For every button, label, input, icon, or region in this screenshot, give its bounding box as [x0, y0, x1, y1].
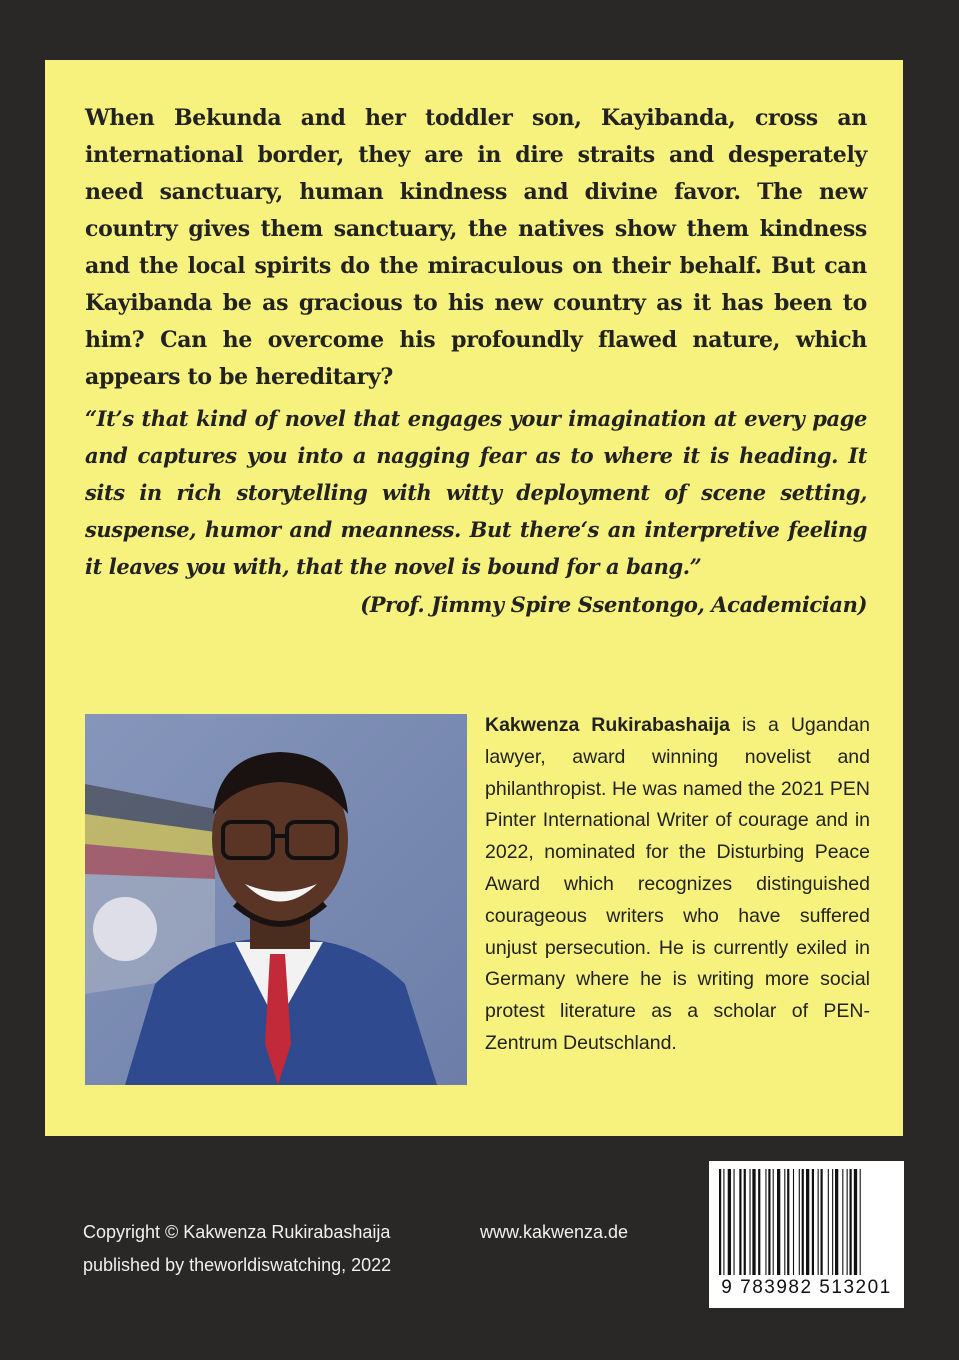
- isbn-number: 9 783982 513201: [721, 1277, 892, 1298]
- author-photo: [85, 714, 467, 1085]
- copyright-text: Copyright © Kakwenza Rukirabashaija: [83, 1222, 391, 1242]
- author-bio: [485, 710, 870, 1060]
- author-name: Kakwenza Rukirabashaija: [485, 714, 730, 736]
- review-attribution: (Prof. Jimmy Spire Ssentongo, Academician): [360, 592, 867, 617]
- author-bio-text: is a Ugandan lawyer, award winning novelist and philanthropist. He was named the 2021 PEN Pinter International Writer of courage and in 2022, nominated for the Disturbing Peace Award which recognizes distinguished courageous writers who have suffered unjust persecution. He is currently exiled in Germany where he is writing more social protest literature as a scholar of PEN-Zentrum Deutschland.: [485, 714, 870, 1054]
- isbn-barcode: [709, 1161, 904, 1308]
- website-link[interactable]: www.kakwenza.de: [480, 1222, 629, 1242]
- review-quote: “It’s that kind of novel that engages your imagination at every page and captures you into a nagging fear as to where it is heading. It sits in rich storytelling with witty deployment of scene setting, suspense, humor and meanness. But there‘s an interpretive feeling it leaves you with, that the novel is bound for a bang.”: [85, 406, 867, 579]
- barcode-bars: [719, 1169, 894, 1275]
- back-cover-panel: [45, 60, 903, 1136]
- synopsis-text: When Bekunda and her toddler son, Kayibanda, cross an international border, they are in dire straits and desperately need sanctuary, human kindness and divine favor. The new country gives them sanctuary, the natives show them kindness and the local spirits do the miraculous on their behalf. But can Kayibanda be as gracious to his new country as it has been to him? Can he overcome his profoundly flawed nature, which appears to be hereditary?: [85, 105, 867, 390]
- publisher-text: published by theworldiswatching, 2022: [83, 1255, 392, 1275]
